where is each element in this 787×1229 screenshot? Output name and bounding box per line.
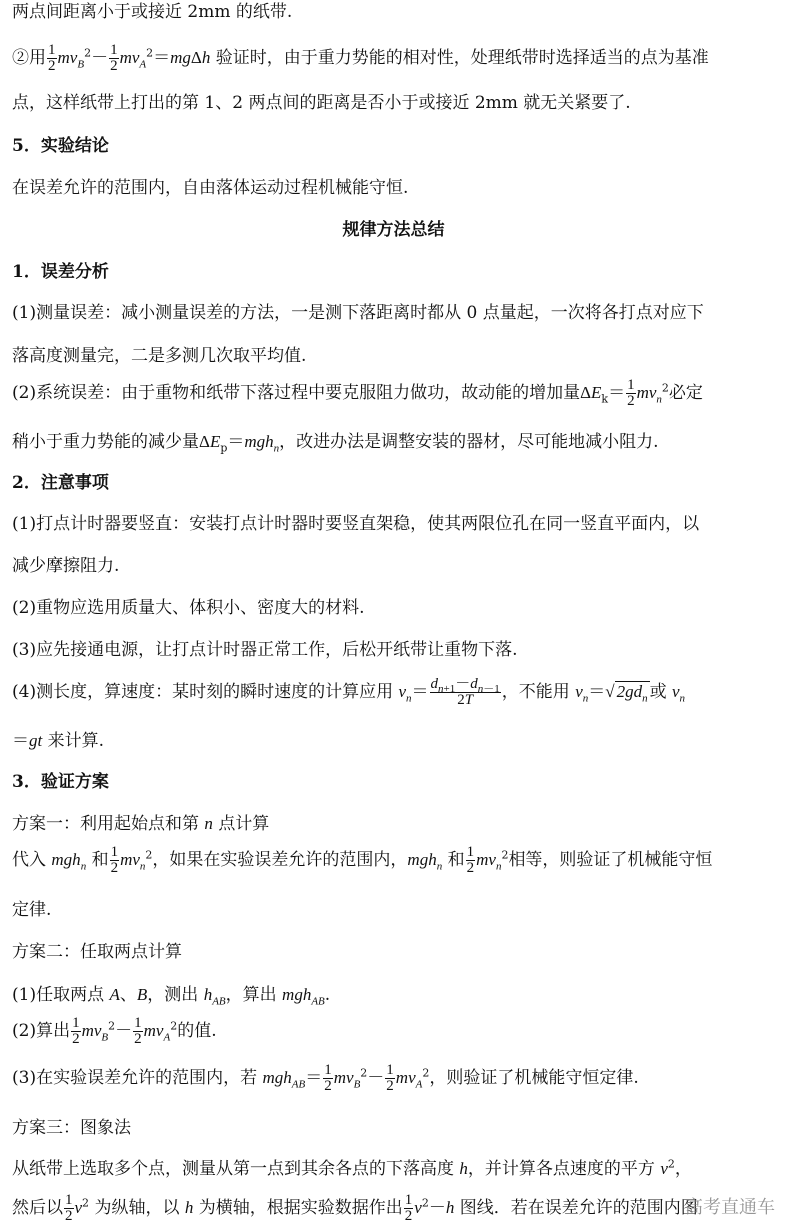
- text-line: (1)任取两点 A、B，测出 $h_{AB}$，算出 mgh$_{AB}$.: [12, 985, 331, 1008]
- text-line: 稍小于重力势能的减少量$\Delta E_p=mgh_n$，改进办法是调整安装的器材，尽可能地减小阻力.: [12, 432, 659, 455]
- section-heading: 5．实验结论: [12, 136, 109, 156]
- text-line: 从纸带上选取多个点，测量从第一点到其余各点的下落高度 h，并计算各点速度的平方 $v^2$，: [12, 1157, 692, 1179]
- text-line: (2)算出 $\frac{1}{2}$ $mv_B^2-$ $\frac{1}{2}$ $mv_A^2$的值.: [12, 1015, 217, 1047]
- text-line: 代入 mgh$_n$ 和 $\frac{1}{2}$ $mv_n^2$，如果在实验误差允许的范围内，mgh$_n$ 和 $\frac{1}{2}$ $mv_n^2$相等，则验证了机械能守恒: [12, 844, 713, 876]
- text-line: ＝gt 来计算.: [12, 731, 105, 751]
- text-line: (2)系统误差：由于重物和纸带下落过程中要克服阻力做功，故动能的增加量$\Delta E_k=$ $\frac{1}{2}$ $mv_n^2$必定: [12, 377, 703, 409]
- text-line: 然后以 $\frac{1}{2}$ $v^2$ 为纵轴，以 h 为横轴，根据实验数据作出 $\frac{1}{2}$ $v^2-h$ 图线．若在误差允许的范围内图: [12, 1192, 698, 1224]
- text-line: (2)重物应选用质量大、体积小、密度大的材料.: [12, 598, 365, 618]
- watermark-text: 高考直通车: [685, 1197, 775, 1218]
- text-line: (3)应先接通电源，让打点计时器正常工作，后松开纸带让重物下落.: [12, 640, 518, 660]
- text-line: (4)测长度，算速度：某时刻的瞬时速度的计算应用 $v_n=$ $\frac{d_{n+1}-d_{n-1}}{2T}$ ，不能用 $v_n=√$ $2gd_n$ 或 $v_n$: [12, 676, 686, 708]
- text-line: (3)在实验误差允许的范围内，若 mgh$_{AB}$＝ $\frac{1}{2}$ $mv_B^2-$ $\frac{1}{2}$ $mv_A^2$，则验证了机械能守恒定律.: [12, 1062, 639, 1094]
- section-heading: 3．验证方案: [12, 772, 109, 792]
- text-line: ②用 $\frac{1}{2}$ $mv_B^2-$ $\frac{1}{2}$ $mv_A^2=mg\Delta h$ 验证时，由于重力势能的相对性，处理纸带时选择适当的点为基准: [12, 42, 709, 74]
- text-line: (1)测量误差：减小测量误差的方法，一是测下落距离时都从 0 点量起，一次将各打点对应下: [12, 303, 704, 323]
- summary-heading: 规律方法总结: [342, 220, 445, 240]
- text-line: 两点间距离小于或接近 2mm 的纸带.: [12, 2, 293, 22]
- text-line: 方案二：任取两点计算: [12, 942, 182, 962]
- text-line: 点，这样纸带上打出的第 1、2 两点间的距离是否小于或接近 2mm 就无关紧要了.: [12, 93, 631, 113]
- text-line: 定律.: [12, 900, 52, 920]
- text-line: 在误差允许的范围内，自由落体运动过程机械能守恒.: [12, 178, 409, 198]
- text-line: 方案一：利用起始点和第 n 点计算: [12, 814, 270, 834]
- section-heading: 1．误差分析: [12, 262, 109, 282]
- section-heading: 2．注意事项: [12, 473, 109, 493]
- text-line: 落高度测量完，二是多测几次取平均值.: [12, 346, 307, 366]
- text-line: (1)打点计时器要竖直：安装打点计时器时要竖直架稳，使其两限位孔在同一竖直平面内，以: [12, 514, 700, 534]
- text-line: 减少摩擦阻力.: [12, 556, 120, 576]
- text-line: 方案三：图象法: [12, 1118, 131, 1138]
